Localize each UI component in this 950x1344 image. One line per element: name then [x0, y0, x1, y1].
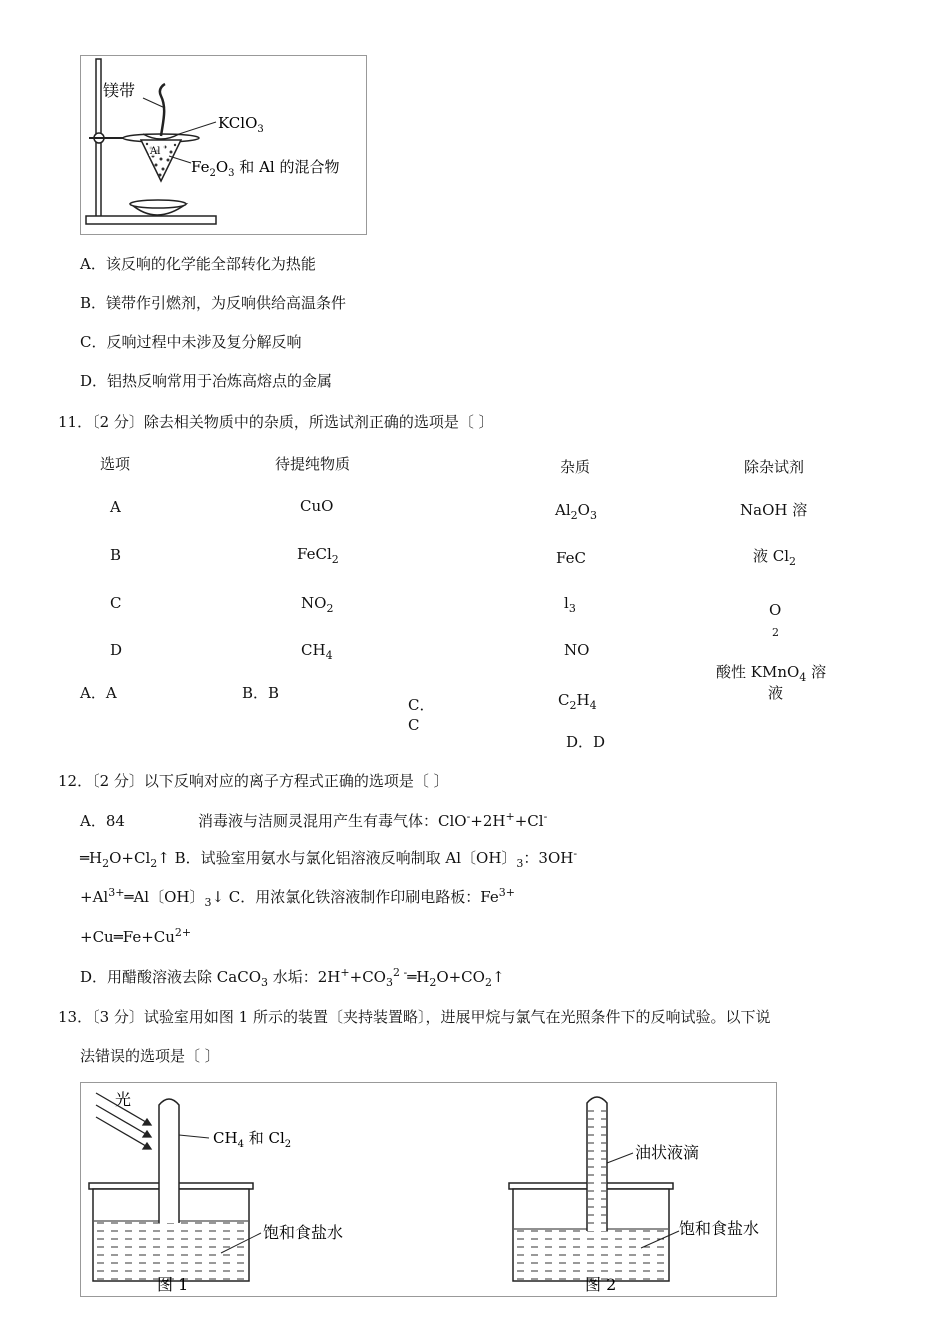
q11-answer-c-line1: C．: [408, 696, 435, 714]
mg-strip-label: 镁带: [103, 81, 136, 100]
mixture-label: $Fe_2O_3$ 和 Al 的混合物: [191, 158, 340, 179]
q11-row-a-reagent: NaOH 溶: [740, 501, 808, 519]
q11-row-c-impurity: $l_3$: [564, 594, 576, 615]
oil-drops-label: 油状液滴: [635, 1143, 700, 1162]
q12-line1: 消毒液与洁厕灵混用产生有毒气体：ClO-+2H++Cl-: [198, 810, 548, 830]
q11-row-c-reagent: O: [769, 601, 782, 619]
figure-2-caption: 图 2: [585, 1275, 617, 1294]
q13-stem-line1: 13．〔3 分〕试验室用如图 1 所示的装置〔夹持装置略〕，进展甲烷与氯气在光照条件下的反响试验。以下说: [58, 1008, 771, 1026]
q12-line2: $═H_2O+Cl_2↑$ B．试验室用氨水与氯化铝溶液反响制取 Al〔OH〕$_3$：3OH-: [80, 847, 578, 870]
q10-option-a: A．该反响的化学能全部转化为热能: [80, 255, 316, 273]
q11-answer-c-line2: C: [408, 716, 420, 734]
q11-row-b-reagent: 液 $Cl_2$: [753, 547, 797, 568]
q11-row-c-substance: $NO_2$: [301, 594, 334, 615]
q11-row-d-option: D: [110, 641, 123, 659]
q11-answer-a: A．A: [80, 684, 117, 702]
q10-option-d: D．铝热反响常用于冶炼高熔点的金属: [80, 372, 333, 390]
q11-row-d-substance: $CH_4$: [301, 641, 333, 662]
al-mark: Al: [150, 146, 161, 157]
q12-line1-prefix: A．84: [80, 812, 125, 830]
q11-row-b-impurity: FeC: [556, 549, 586, 567]
light-label: 光: [115, 1090, 132, 1109]
brine-label-2: 饱和食盐水: [679, 1219, 760, 1238]
q11-header-option: 选项: [100, 455, 131, 473]
q11-row-c-impurity-formula: $C_2H_4$: [558, 691, 597, 712]
q11-row-a-substance: CuO: [300, 497, 334, 515]
q12-stem: 12．〔2 分〕以下反响对应的离子方程式正确的选项是〔 〕: [58, 772, 449, 790]
methane-chlorination-figure: [80, 1082, 777, 1297]
q11-row-b-option: B: [110, 546, 122, 564]
thermite-apparatus-drawing: [81, 56, 366, 234]
q11-answer-b: B．B: [242, 684, 280, 702]
q11-row-d-reagent-line2: 液: [768, 684, 784, 702]
q10-option-c: C．反响过程中未涉及复分解反响: [80, 333, 302, 351]
thermite-figure: [80, 55, 367, 235]
q12-line4: $+Cu═Fe+Cu^{2+}$: [80, 926, 192, 946]
q11-row-c-option: C: [110, 594, 122, 612]
q11-header-impurity: 杂质: [560, 458, 591, 476]
q11-row-a-option: A: [110, 498, 121, 516]
brine-label-1: 饱和食盐水: [263, 1223, 344, 1242]
methane-apparatus-drawing: [81, 1083, 776, 1296]
q13-stem-line2: 法错误的选项是〔 〕: [80, 1047, 220, 1065]
q11-row-b-substance: FeCl$_2$: [297, 545, 339, 566]
kclo3-label: KClO$_3$: [218, 114, 264, 135]
q11-stem: 11．〔2 分〕除去相关物质中的杂质，所选试剂正确的选项是〔 〕: [58, 413, 494, 431]
figure-1-caption: 图 1: [157, 1275, 189, 1294]
q12-line3: $+Al^{3+}═Al$〔OH〕$_3$↓ C．用浓氯化铁溶液制作印刷电路板：$Fe^{3+}$: [80, 886, 515, 909]
q11-row-c-reagent-sub: 2: [772, 626, 779, 639]
q11-row-a-impurity: $Al_2O_3$: [555, 501, 597, 522]
q11-header-reagent: 除杂试剂: [744, 458, 805, 476]
q11-answer-d: D．D: [566, 733, 606, 751]
q11-header-substance: 待提纯物质: [275, 455, 351, 473]
q10-option-b: B．镁带作引燃剂，为反响供给高温条件: [80, 294, 347, 312]
gas-label: $CH_4$ 和 $Cl_2$: [213, 1129, 292, 1150]
q11-row-d-reagent-line1: 酸性 KMnO$_4$ 溶: [716, 663, 827, 684]
q12-option-d: D．用醋酸溶液去除 CaCO$_3$ 水垢：$2H^++CO_3^{2 -}═H_2O+CO_2↑$: [80, 966, 505, 989]
q11-row-d-impurity: NO: [564, 641, 590, 659]
